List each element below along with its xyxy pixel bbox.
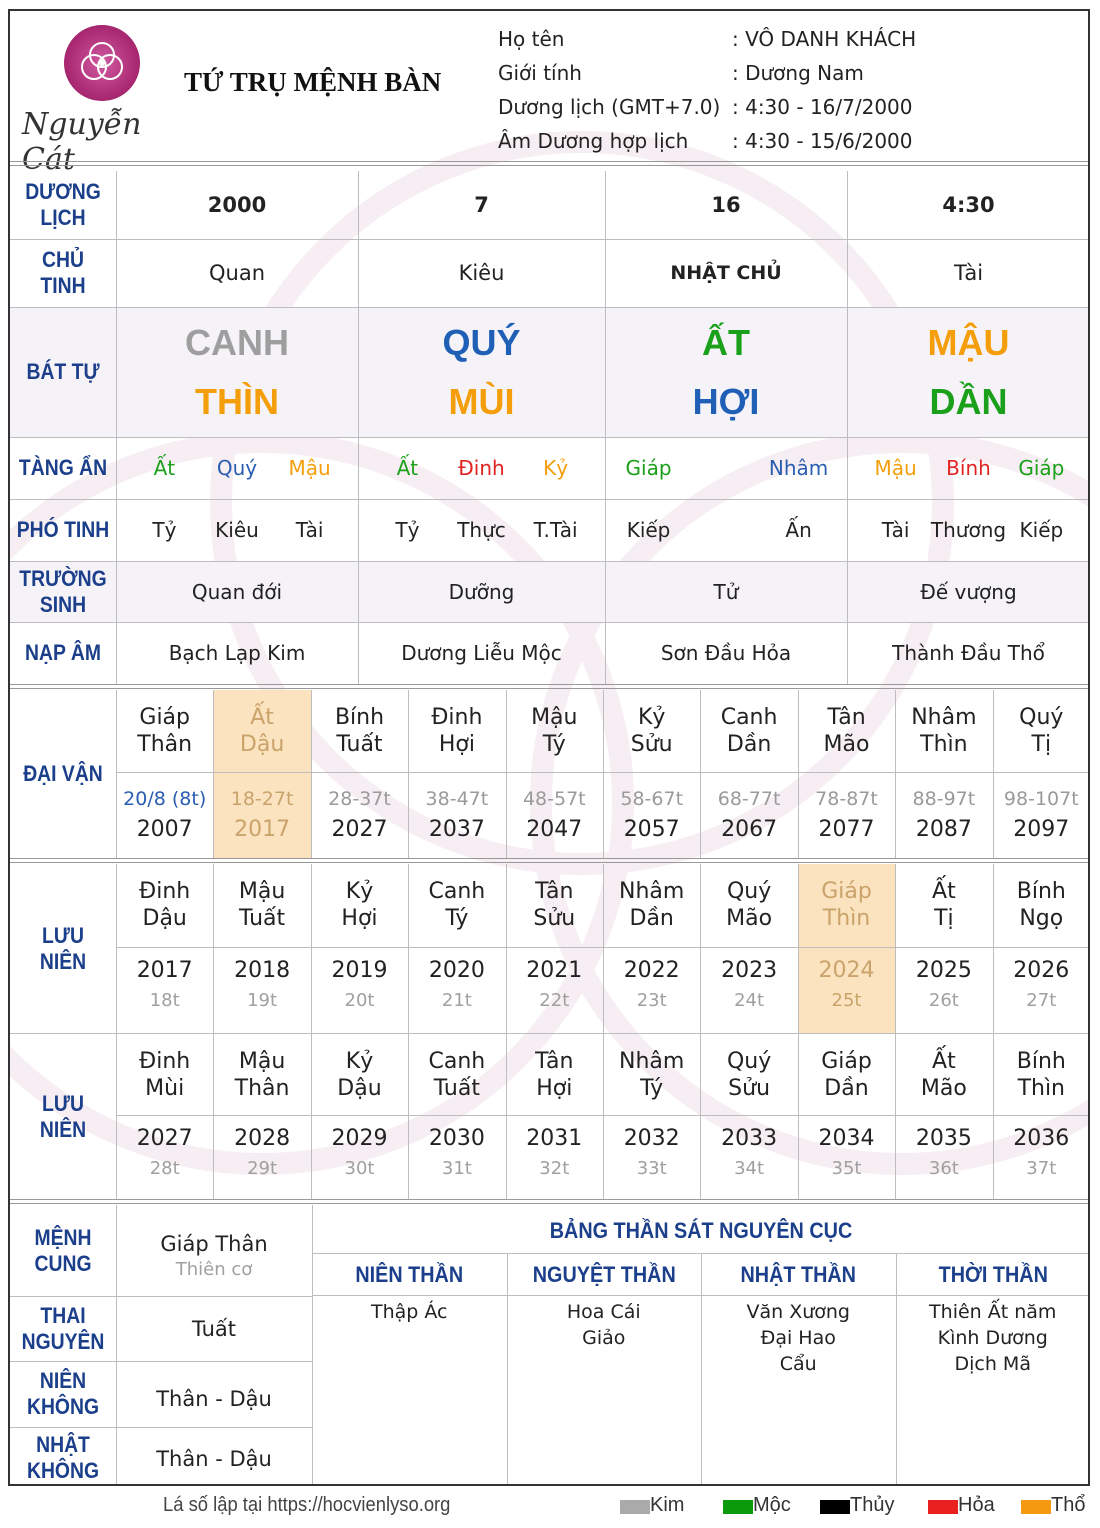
cycle-stem: Tân [827, 705, 866, 730]
legend-label: Thủy [850, 1494, 895, 1516]
grid-line [213, 690, 214, 858]
cycle-age: 98-107t [1003, 788, 1079, 810]
row-label-nhat_khong: NHẬT KHÔNG [26, 1431, 100, 1483]
grid-line [116, 772, 1090, 773]
than-sat-list: Hoa Cái Giảo [566, 1301, 641, 1349]
grid-line [311, 864, 312, 1033]
grid-line [506, 864, 507, 1033]
cycle-branch: Dậu [337, 1076, 382, 1101]
cycle-year: 2018 [234, 958, 291, 983]
pillar-solar-value: 2000 [207, 193, 267, 217]
grid-line [895, 864, 896, 1033]
cycle-stem: Giáp [821, 1049, 872, 1074]
legend-swatch [723, 1500, 753, 1514]
cycle-year: 2024 [818, 958, 875, 983]
grid-line [993, 864, 994, 1033]
cycle-year: 2031 [526, 1126, 583, 1151]
cycle-stem: Đinh [431, 705, 483, 730]
cycle-year: 2037 [428, 817, 485, 842]
pillar-branch: MÙI [448, 381, 515, 422]
life-stage: Quan đới [191, 579, 283, 604]
legend-label: Mộc [753, 1494, 791, 1516]
nap-am-value: Bạch Lạp Kim [168, 641, 306, 665]
than-sat-header: NGUYỆT THẦN [532, 1262, 676, 1287]
cycle-year: 2023 [721, 958, 778, 983]
cycle-year: 2021 [526, 958, 583, 983]
hidden-stem: Giáp [625, 456, 672, 480]
cycle-stem: Mậu [531, 705, 578, 730]
cycle-stem: Canh [428, 879, 486, 904]
cycle-year: 2029 [331, 1126, 388, 1151]
info-value: : 4:30 - 15/6/2000 [732, 129, 913, 153]
legend-swatch [1021, 1500, 1051, 1514]
nap-am-value: Dương Liễu Mộc [401, 641, 562, 665]
cycle-age: 21t [441, 990, 472, 1011]
pillar-solar-value: 7 [474, 193, 489, 217]
row-label-pho_tinh: PHÓ TINH [16, 517, 110, 542]
footer-source: Lá số lập tại https://hocvienlyso.org [163, 1494, 451, 1516]
cycle-stem: Mậu [238, 879, 286, 904]
nhat-khong-value: Thân - Dậu [156, 1447, 272, 1471]
cycle-stem: Mậu [238, 1049, 286, 1074]
grid-line [895, 1034, 896, 1199]
row-label-bat_tu: BÁT TỰ [26, 359, 100, 384]
sub-star: Kiêu [215, 518, 259, 542]
pillar-branch: HỢI [692, 381, 760, 422]
menh-cung-value: Giáp Thân [160, 1232, 268, 1256]
cycle-branch: Dần [824, 1076, 869, 1101]
cycle-stem: Quý [726, 1049, 772, 1074]
cycle-stem: Canh [720, 705, 778, 730]
cycle-stem: Tân [535, 1049, 574, 1074]
grid-line [408, 690, 409, 858]
than-sat-header: THỜI THẦN [938, 1262, 1048, 1287]
grid-line [700, 1034, 701, 1199]
cycle-stem: Canh [428, 1049, 486, 1074]
cycle-branch: Thìn [920, 732, 968, 757]
sub-star: Kiếp [1019, 518, 1064, 542]
row-label-nien_khong: NIÊN KHÔNG [26, 1368, 100, 1419]
sub-star: Thực [457, 518, 506, 542]
cycle-branch: Sửu [728, 1076, 771, 1101]
life-stage: Tử [713, 579, 739, 604]
cycle-age: 24t [734, 990, 765, 1011]
cycle-stem: Đinh [139, 1049, 191, 1074]
divider [10, 858, 1090, 863]
cycle-branch: Dậu [142, 906, 187, 931]
cycle-year: 2022 [623, 958, 680, 983]
logo-icon [64, 25, 140, 101]
cycle-age: 88-97t [912, 788, 976, 810]
legend-swatch [620, 1500, 650, 1514]
cycle-branch: Thìn [822, 906, 871, 931]
cycle-age: 26t [928, 990, 959, 1011]
info-value: : Dương Nam [732, 61, 864, 85]
row-label-menh_cung: MỆNH CUNG [34, 1224, 92, 1276]
pillar-main-star: Tài [953, 261, 984, 285]
pillar-solar-value: 4:30 [942, 193, 995, 217]
cycle-branch: Sửu [533, 906, 576, 931]
cycle-age: 32t [539, 1158, 570, 1179]
cycle-branch: Tý [640, 1076, 664, 1101]
info-value: : 4:30 - 16/7/2000 [732, 95, 913, 119]
pillar-main-star: Quan [208, 261, 266, 285]
cycle-branch: Tý [445, 906, 469, 931]
sub-star: Kiếp [626, 518, 671, 542]
cycle-age: 38-47t [425, 788, 489, 810]
pillar-solar-value: 16 [711, 193, 741, 217]
sub-star: T.Tài [533, 518, 578, 542]
hidden-stem: Mậu [874, 456, 917, 480]
thai-nguyen-value: Tuất [191, 1316, 237, 1341]
cycle-branch: Tý [542, 732, 566, 757]
hidden-stem: Bính [946, 456, 991, 480]
hidden-stem: Mậu [288, 456, 331, 480]
sub-star: Tỷ [395, 518, 420, 542]
info-label: Âm Dương hợp lịch [498, 129, 689, 153]
than-sat-header: NIÊN THẦN [355, 1262, 464, 1287]
info-label: Họ tên [498, 27, 565, 51]
cycle-stem: Tân [535, 879, 574, 904]
info-value: : VÔ DANH KHÁCH [732, 27, 917, 51]
grid-line [993, 1034, 994, 1199]
grid-line [408, 864, 409, 1033]
grid-line [311, 1034, 312, 1199]
cycle-branch: Dậu [239, 732, 285, 757]
than-sat-list: Văn Xương Đại Hao Cẩu [746, 1301, 850, 1375]
cycle-stem: Quý [1019, 705, 1064, 730]
legend-swatch [820, 1500, 850, 1514]
grid-line [311, 690, 312, 858]
cycle-branch: Dần [726, 732, 772, 757]
hidden-stem: Đinh [458, 456, 505, 480]
cycle-branch: Thân [234, 1076, 290, 1101]
cycle-branch: Mão [726, 906, 773, 931]
grid-line [603, 864, 604, 1033]
grid-line [895, 690, 896, 858]
cycle-age: 18t [149, 990, 180, 1011]
legend-label: Hỏa [958, 1494, 995, 1516]
cycle-branch: Ngọ [1019, 906, 1064, 931]
cycle-year: 2057 [623, 817, 680, 842]
legend-label: Kim [650, 1494, 685, 1516]
cycle-stem: Bính [1016, 1049, 1066, 1074]
grid-line [408, 1034, 409, 1199]
chart-sheet [8, 9, 1090, 1486]
cycle-year: 2035 [915, 1126, 972, 1151]
cycle-year: 2030 [428, 1126, 485, 1151]
grid-line [603, 690, 604, 858]
cycle-branch: Tị [1031, 732, 1052, 757]
cycle-age: 28-37t [328, 788, 391, 810]
info-label: Giới tính [498, 61, 582, 85]
grid-line [798, 864, 799, 1033]
sub-star: Tỷ [152, 518, 177, 542]
cycle-age: 22t [539, 990, 570, 1011]
row-label-nap_am: NẠP ÂM [24, 640, 102, 665]
cycle-year: 2019 [331, 958, 388, 983]
cycle-branch: Hợi [438, 732, 475, 757]
cycle-branch: Mão [823, 732, 870, 757]
cycle-age: 25t [831, 990, 862, 1011]
cycle-stem: Ất [250, 705, 274, 730]
row-label-chu_tinh: CHỦ TINH [40, 247, 86, 298]
grid-line [116, 1115, 1090, 1116]
nap-am-value: Sơn Đầu Hỏa [660, 641, 792, 665]
cycle-stem: Đinh [139, 879, 191, 904]
cycle-age: 35t [831, 1158, 862, 1179]
grid-line [312, 1205, 313, 1486]
cycle-age: 78-87t [815, 788, 878, 810]
grid-line [506, 1034, 507, 1199]
life-stage: Đế vượng [920, 579, 1017, 604]
cycle-stem: Nhâm [619, 1049, 685, 1074]
cycle-age: 20t [344, 990, 375, 1011]
cycle-year: 2028 [234, 1126, 291, 1151]
cycle-age: 27t [1026, 990, 1057, 1011]
pillar-main-star: NHẬT CHỦ [670, 262, 782, 284]
nap-am-value: Thành Đầu Thổ [892, 641, 1045, 665]
cycle-year: 2047 [526, 817, 583, 842]
row-label-duong_lich: DƯƠNG LỊCH [25, 179, 101, 230]
than-sat-list: Thập Ác [370, 1301, 448, 1323]
sub-star: Tài [295, 518, 324, 542]
pillar-stem: QUÝ [442, 322, 521, 363]
cycle-age: 18-27t [230, 788, 294, 810]
cycle-branch: Sửu [630, 732, 673, 757]
cycle-year: 2077 [818, 817, 875, 842]
legend-swatch [928, 1500, 958, 1514]
cycle-year: 2097 [1013, 817, 1070, 842]
cycle-branch: Hợi [341, 906, 378, 931]
cycle-stem: Kỷ [345, 1049, 374, 1074]
grid-line [603, 1034, 604, 1199]
cycle-branch: Tị [934, 906, 954, 931]
hidden-stem: Ất [396, 456, 419, 480]
legend-label: Thổ [1051, 1494, 1086, 1516]
cycle-stem: Giáp [821, 879, 872, 904]
cycle-age: 29t [247, 1158, 278, 1179]
hidden-stem: Quý [216, 456, 258, 480]
pillar-stem: MẬU [927, 322, 1010, 363]
divider [10, 161, 1090, 166]
grid-line [798, 690, 799, 858]
than-sat-title: BẢNG THẦN SÁT NGUYÊN CỤC [549, 1218, 853, 1243]
grid-line [506, 690, 507, 858]
cycle-stem: Ất [932, 1049, 956, 1074]
cycle-branch: Tuất [239, 906, 286, 931]
row-label-thai_nguyen: THAI NGUYÊN [21, 1302, 105, 1354]
cycle-age: 36t [928, 1158, 959, 1179]
row-label-tang_an: TÀNG ẨN [18, 455, 108, 480]
cycle-stem: Bính [1016, 879, 1066, 904]
than-sat-list: Thiên Ất năm Kình Dương Dịch Mã [929, 1301, 1057, 1375]
than-sat-header: NHẬT THẦN [740, 1262, 856, 1287]
cycle-year: 2036 [1013, 1126, 1070, 1151]
cycle-age: 19t [247, 990, 278, 1011]
cycle-year: 2007 [136, 817, 193, 842]
divider [10, 1199, 1090, 1204]
cycle-year: 2020 [428, 958, 485, 983]
cycle-stem: Nhâm [911, 705, 977, 730]
divider [10, 684, 1090, 689]
cycle-age: 68-77t [717, 788, 781, 810]
row-label-luu_nien: LƯU NIÊN [39, 922, 87, 974]
sub-star: Thương [930, 518, 1007, 542]
grid-line [116, 1034, 117, 1199]
cycle-year: 2033 [721, 1126, 778, 1151]
grid-line [700, 690, 701, 858]
menh-cung-sub: Thiên cơ [175, 1258, 253, 1280]
cycle-year: 2032 [623, 1126, 680, 1151]
cycle-age: 58-67t [620, 788, 684, 810]
hidden-stem: Nhâm [768, 456, 829, 480]
cycle-year: 2067 [721, 817, 778, 842]
row-label-luu_nien: LƯU NIÊN [39, 1090, 87, 1142]
cycle-branch: Tuất [433, 1076, 480, 1101]
pillar-branch: DẦN [929, 381, 1008, 422]
life-stage: Dưỡng [448, 579, 515, 604]
cycle-year: 2025 [915, 958, 972, 983]
cycle-branch: Mùi [145, 1076, 185, 1101]
grid-line [116, 690, 117, 858]
cycle-age: 23t [636, 990, 667, 1011]
cycle-branch: Dần [629, 906, 674, 931]
cycle-stem: Giáp [139, 705, 190, 730]
cycle-branch: Mão [920, 1076, 967, 1101]
cycle-branch: Tuất [336, 732, 383, 757]
grid-line [993, 690, 994, 858]
grid-line [213, 1034, 214, 1199]
row-label-truong_sinh: TRƯỜNG SINH [19, 565, 107, 617]
grid-line [10, 307, 1090, 308]
cycle-age: 20/8 (8t) [123, 788, 207, 810]
grid-line [507, 1253, 508, 1486]
cycle-stem: Ất [932, 879, 956, 904]
pillar-stem: ẤT [702, 322, 750, 363]
sub-star: Tài [881, 518, 910, 542]
grid-line [116, 947, 1090, 948]
cycle-branch: Thìn [1017, 1076, 1065, 1101]
cycle-age: 30t [344, 1158, 375, 1179]
cycle-year: 2017 [234, 817, 291, 842]
cycle-year: 2027 [136, 1126, 193, 1151]
pillar-branch: THÌN [195, 381, 279, 422]
hidden-stem: Ất [153, 456, 176, 480]
cycle-stem: Bính [334, 705, 385, 730]
grid-line [213, 864, 214, 1033]
row-label-dai_van: ĐẠI VẬN [23, 761, 103, 786]
pillar-main-star: Kiêu [458, 261, 505, 285]
cycle-year: 2034 [818, 1126, 875, 1151]
grid-line [116, 864, 117, 1033]
cycle-year: 2087 [915, 817, 972, 842]
pillar-stem: CANH [185, 322, 289, 363]
cycle-stem: Quý [726, 879, 772, 904]
cycle-stem: Kỷ [345, 879, 374, 904]
cycle-stem: Nhâm [619, 879, 685, 904]
sub-star: Ấn [785, 518, 812, 542]
info-label: Dương lịch (GMT+7.0) [498, 95, 721, 119]
cycle-year: 2017 [136, 958, 193, 983]
grid-line [10, 1361, 312, 1362]
brand-name: Nguyễn Cát [22, 107, 142, 177]
grid-line [700, 864, 701, 1033]
cycle-branch: Thân [137, 732, 193, 757]
page-title: TỨ TRỤ MỆNH BÀN [184, 67, 442, 97]
cycle-year: 2026 [1013, 958, 1070, 983]
nien-khong-value: Thân - Dậu [156, 1386, 272, 1411]
cycle-stem: Kỷ [637, 705, 666, 730]
cycle-age: 33t [636, 1158, 667, 1179]
grid-line [798, 1034, 799, 1199]
hidden-stem: Kỷ [543, 456, 569, 480]
cycle-age: 37t [1026, 1158, 1057, 1179]
cycle-age: 34t [734, 1158, 765, 1179]
grid-line [10, 1033, 1090, 1034]
hidden-stem: Giáp [1018, 456, 1065, 480]
cycle-branch: Hợi [536, 1076, 573, 1101]
cycle-age: 48-57t [522, 788, 586, 810]
cycle-age: 28t [149, 1158, 180, 1179]
cycle-year: 2027 [331, 817, 388, 842]
cycle-age: 31t [441, 1158, 472, 1179]
